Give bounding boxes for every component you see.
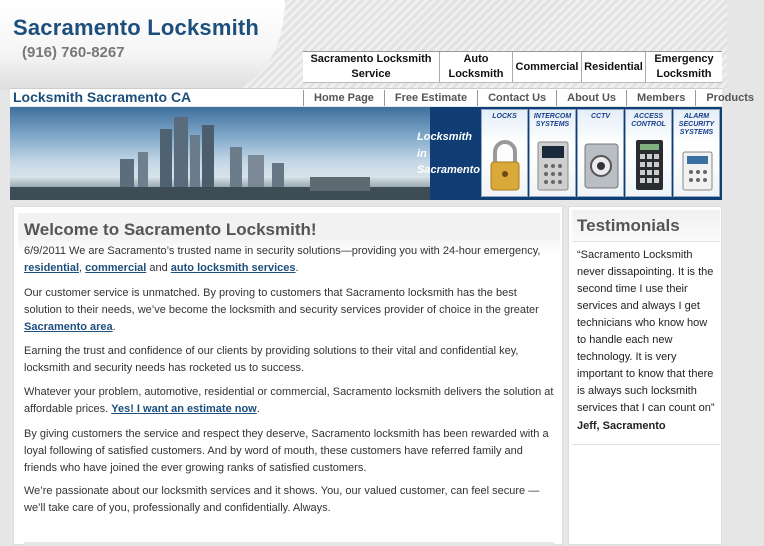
- trust-paragraph: Earning the trust and confidence of our clients by providing solutions to their vital and confidential key, locksmith and security needs has rocketed us to success.: [24, 345, 519, 374]
- banner-tagline-line: in: [417, 147, 427, 160]
- top-nav: [303, 51, 722, 83]
- sub-nav-item-members[interactable]: Members: [626, 90, 695, 106]
- problem-paragraph: [24, 384, 556, 418]
- residential-link[interactable]: residential: [24, 262, 80, 274]
- top-nav-item-emergency-locksmith[interactable]: Emergency Locksmith: [645, 52, 722, 82]
- testimonial-author: Jeff, Sacramento: [577, 420, 666, 432]
- estimate-link[interactable]: Yes! I want an estimate now: [111, 403, 257, 415]
- banner-tile-alarm[interactable]: [673, 109, 720, 197]
- logo-panel: [0, 0, 285, 90]
- paragraph-text: ,: [79, 262, 83, 274]
- customer-service-paragraph: [24, 285, 556, 336]
- hero-banner: [10, 107, 722, 200]
- banner-tile-intercom[interactable]: [529, 109, 576, 197]
- intro-paragraph: [24, 243, 556, 277]
- site-header: [0, 0, 727, 90]
- paragraph-text: .: [295, 262, 299, 274]
- banner-tile-label: ALARM SECURITY SYSTEMS: [678, 113, 715, 136]
- banner-tile-label: ACCESS CONTROL: [631, 113, 666, 128]
- testimonial-quote: “Sacramento Locksmith never dissapointing. It is the second time I use their services and always I get technicians who know how to handle each new technology. It is very important to know that there is always such locksmith services that I can count on”: [577, 249, 715, 414]
- sub-nav-item-about[interactable]: About Us: [556, 90, 626, 106]
- paragraph-text: .: [112, 321, 116, 333]
- sacramento-area-link[interactable]: Sacramento area: [24, 321, 113, 333]
- banner-tagline: [417, 129, 480, 179]
- intercom-icon: [533, 136, 574, 194]
- alarm-icon: [677, 136, 718, 194]
- banner-tagline-line: Locksmith: [417, 131, 473, 143]
- testimonials-sidebar: [568, 206, 722, 545]
- sub-header-bar: [10, 88, 755, 106]
- keypad-icon: [629, 136, 670, 194]
- phone-number: (916) 760-8267: [22, 44, 125, 61]
- sub-nav-item-home[interactable]: Home Page: [303, 90, 384, 106]
- auto-locksmith-services-link[interactable]: auto locksmith services: [170, 262, 296, 274]
- sub-nav-item-contact[interactable]: Contact Us: [477, 90, 556, 106]
- padlock-icon: [485, 136, 526, 194]
- banner-tile-locks[interactable]: [481, 109, 528, 197]
- paragraph-text: and: [149, 262, 168, 274]
- sub-nav-item-free-estimate[interactable]: Free Estimate: [384, 90, 477, 106]
- banner-tile-label: CCTV: [590, 113, 611, 120]
- top-nav-item-residential[interactable]: Residential: [581, 52, 645, 82]
- camera-icon: [581, 136, 622, 194]
- banner-tile-label: INTERCOM SYSTEMS: [533, 113, 572, 128]
- site-title[interactable]: Sacramento Locksmith: [13, 15, 260, 40]
- paragraph-text: Whatever your problem, automotive, residential or commercial, Sacramento locksmith delivers the solution at affordable prices.: [24, 386, 554, 415]
- banner-tile-cctv[interactable]: [577, 109, 624, 197]
- paragraph-text: Our customer service is unmatched. By proving to customers that Sacramento locksmith has the best solution to their needs, we’ve become the locksmith and security services provider of choice in the greater: [24, 287, 539, 316]
- sidebar-divider: [572, 444, 720, 445]
- sub-nav-item-products[interactable]: Products: [695, 90, 764, 106]
- top-nav-item-commercial[interactable]: Commercial: [512, 52, 581, 82]
- top-nav-item-auto-locksmith[interactable]: Auto Locksmith: [439, 52, 512, 82]
- banner-tile-label: LOCKS: [492, 113, 517, 120]
- paragraph-text: 6/9/2011 We are Sacramento’s trusted name in security solutions—providing you with 24-hour emergency,: [24, 245, 541, 257]
- banner-tagline-line: Sacramento: [417, 164, 480, 176]
- top-nav-item-locksmith-service[interactable]: Sacramento Locksmith Service: [303, 52, 439, 82]
- passion-paragraph: We’re passionate about our locksmith services and it shows. You, our valued customer, can feel secure —we’ll take care of you, professionally and confidentially. Always.: [24, 485, 540, 514]
- sidebar-heading: Testimonials: [577, 216, 680, 235]
- banner-tile-access-control[interactable]: [625, 109, 672, 197]
- page-title: Welcome to Sacramento Locksmith!: [24, 220, 317, 239]
- sub-nav: [303, 90, 764, 106]
- main-content: [13, 206, 563, 545]
- skyline-image: [10, 107, 430, 200]
- respect-paragraph: By giving customers the service and respect they deserve, Sacramento locksmith has been rewarded with a loyal following of satisfied customers. And by word of mouth, these customers have referred family and friends who have joined the ever growing ranks of satisfied customers.: [24, 428, 549, 474]
- commercial-link[interactable]: commercial: [85, 262, 147, 274]
- city-skyline-icon: [10, 107, 430, 200]
- sub-header-title: Locksmith Sacramento CA: [13, 89, 192, 105]
- content-divider: [24, 542, 554, 546]
- paragraph-text: .: [256, 403, 260, 415]
